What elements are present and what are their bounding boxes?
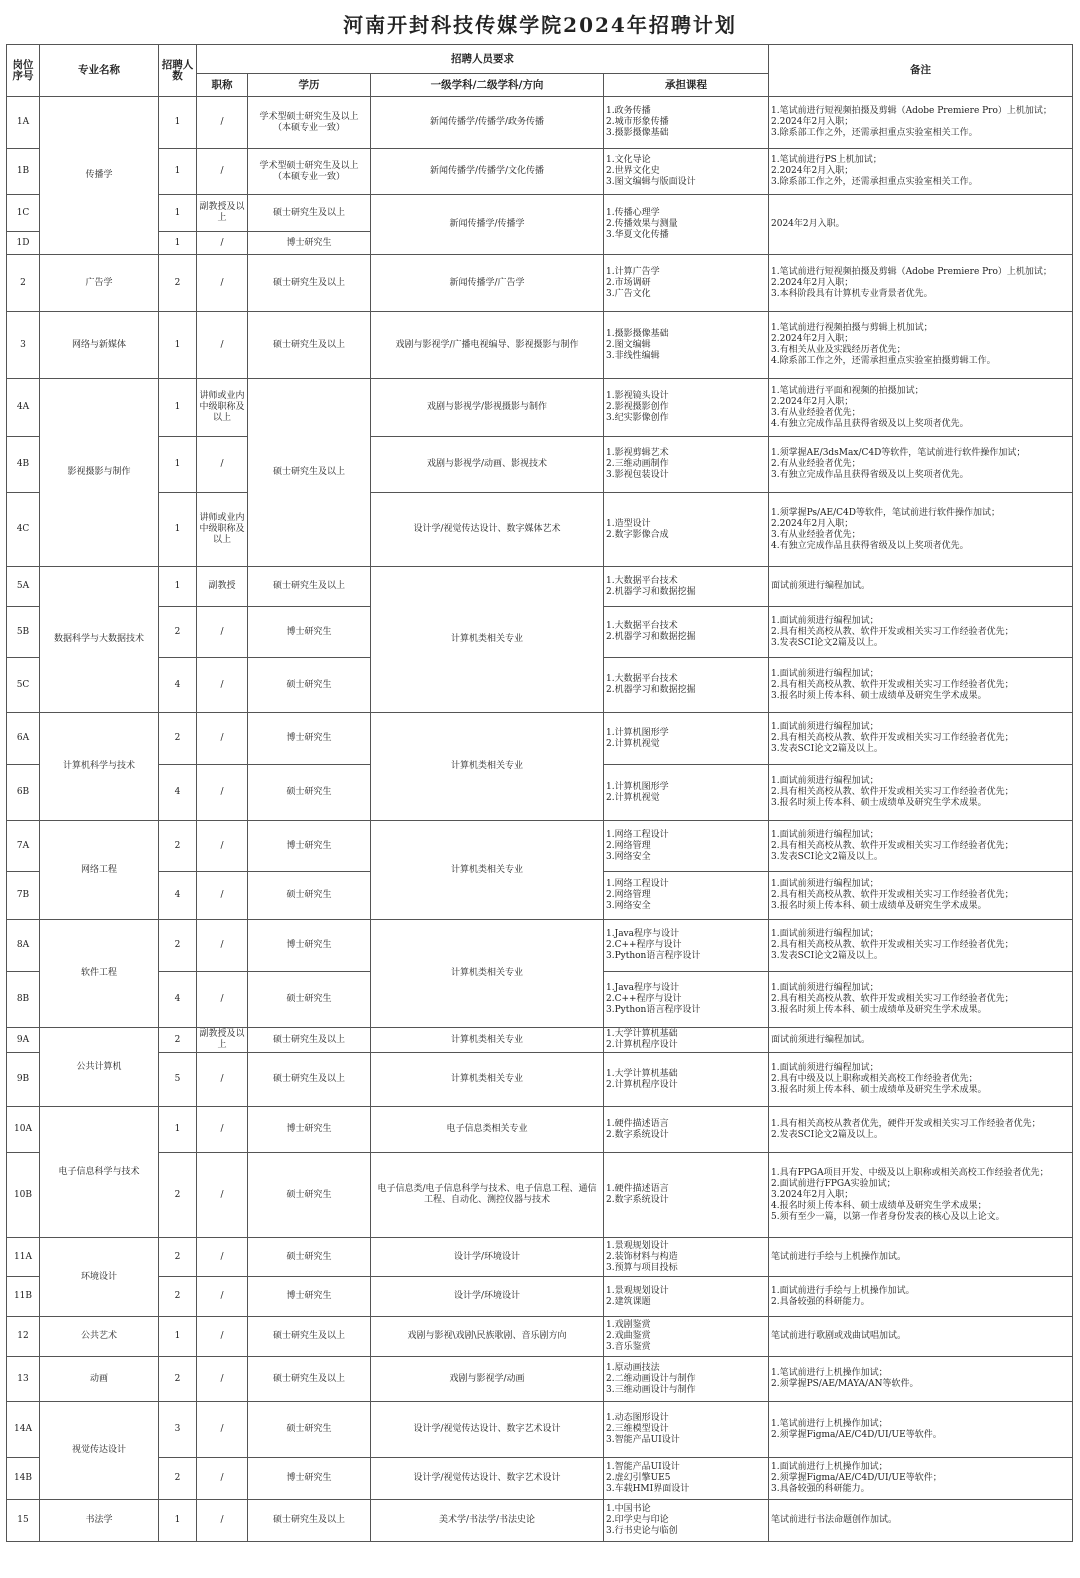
remarks-cell: 1.面试前进行手绘与上机操作加试。 2.具备较强的科研能力。 bbox=[769, 1277, 1073, 1317]
discipline-cell: 计算机类相关专业 bbox=[371, 1053, 604, 1107]
discipline-cell: 设计学/视觉传达设计、数字媒体艺术 bbox=[371, 493, 604, 567]
header-count: 招聘人数 bbox=[159, 45, 197, 97]
courses-cell: 1.大学计算机基础 2.计算机程序设计 bbox=[604, 1053, 769, 1107]
courses-cell: 1.大数据平台技术 2.机器学习和数据挖掘 bbox=[604, 607, 769, 658]
edu-cell: 硕士研究生 bbox=[248, 1238, 371, 1277]
post-no-cell: 11B bbox=[7, 1277, 40, 1317]
major-cell: 网络与新媒体 bbox=[40, 312, 159, 379]
rank-cell: / bbox=[197, 1402, 248, 1458]
discipline-cell: 戏剧与影视学/影视摄影与制作 bbox=[371, 379, 604, 437]
courses-cell: 1.网络工程设计 2.网络管理 3.网络安全 bbox=[604, 872, 769, 920]
rank-cell: / bbox=[197, 1238, 248, 1277]
major-cell: 影视摄影与制作 bbox=[40, 379, 159, 567]
remarks-cell: 1.笔试前进行短视频拍摄及剪辑（Adobe Premiere Pro）上机加试； 2.2024年2月入职； 3.本科阶段具有计算机专业背景者优先。 bbox=[769, 255, 1073, 312]
courses-cell: 1.影视剪辑艺术 2.三维动画制作 3.影视包装设计 bbox=[604, 437, 769, 493]
post-no-cell: 14B bbox=[7, 1458, 40, 1500]
discipline-cell: 计算机类相关专业 bbox=[371, 713, 604, 821]
count-cell: 1 bbox=[159, 567, 197, 607]
table-row bbox=[7, 255, 1073, 312]
rank-cell: / bbox=[197, 1107, 248, 1153]
major-cell: 书法学 bbox=[40, 1500, 159, 1542]
count-cell: 1 bbox=[159, 1317, 197, 1357]
table-row bbox=[7, 312, 1073, 379]
remarks-cell: 1.笔试前进行PS上机加试； 2.2024年2月入职； 3.除系部工作之外，还需承担重点实验室相关工作。 bbox=[769, 149, 1073, 195]
page-title: 河南开封科技传媒学院2024年招聘计划 bbox=[343, 13, 737, 37]
post-no-cell: 5B bbox=[7, 607, 40, 658]
discipline-cell: 电子信息类/电子信息科学与技术、电子信息工程、通信工程、自动化、测控仪器与技术 bbox=[371, 1153, 604, 1238]
rank-cell: / bbox=[197, 1357, 248, 1402]
courses-cell: 1.Java程序与设计 2.C++程序与设计 3.Python语言程序设计 bbox=[604, 920, 769, 972]
rank-cell: / bbox=[197, 821, 248, 872]
discipline-cell: 计算机类相关专业 bbox=[371, 920, 604, 1028]
rank-cell: / bbox=[197, 1153, 248, 1238]
edu-cell: 博士研究生 bbox=[248, 607, 371, 658]
remarks-cell: 1.面试前须进行编程加试； 2.具有相关高校从教、软件开发或相关实习工作经验者优先； 3.报名时须上传本科、硕士成绩单及研究生学术成果。 bbox=[769, 872, 1073, 920]
edu-cell: 硕士研究生及以上 bbox=[248, 379, 371, 567]
remarks-cell: 1.具有相关高校从教者优先，硬件开发或相关实习工作经验者优先； 2.发表SCI论文2篇及以上。 bbox=[769, 1107, 1073, 1153]
count-cell: 1 bbox=[159, 379, 197, 437]
major-cell: 动画 bbox=[40, 1357, 159, 1402]
post-no-cell: 9A bbox=[7, 1028, 40, 1053]
edu-cell: 硕士研究生及以上 bbox=[248, 312, 371, 379]
major-cell: 视觉传达设计 bbox=[40, 1402, 159, 1500]
post-no-cell: 8B bbox=[7, 972, 40, 1028]
edu-cell: 博士研究生 bbox=[248, 920, 371, 972]
remarks-cell: 1.面试前须进行编程加试； 2.具有中级及以上职称或相关高校工作经验者优先； 3.报名时须上传本科、硕士成绩单及研究生学术成果。 bbox=[769, 1053, 1073, 1107]
rank-cell: / bbox=[197, 437, 248, 493]
major-cell: 公共计算机 bbox=[40, 1028, 159, 1107]
post-no-cell: 5A bbox=[7, 567, 40, 607]
header-post-no: 岗位序号 bbox=[7, 45, 40, 97]
header-discipline: 一级学科/二级学科/方向 bbox=[371, 74, 604, 97]
table-row bbox=[7, 1357, 1073, 1402]
table-row bbox=[7, 1402, 1073, 1458]
table-row bbox=[7, 149, 1073, 195]
count-cell: 1 bbox=[159, 195, 197, 232]
major-cell: 公共艺术 bbox=[40, 1317, 159, 1357]
edu-cell: 硕士研究生 bbox=[248, 1402, 371, 1458]
table-row bbox=[7, 1458, 1073, 1500]
discipline-cell: 计算机类相关专业 bbox=[371, 1028, 604, 1053]
edu-cell: 学术型硕士研究生及以上 （本硕专业一致） bbox=[248, 97, 371, 149]
count-cell: 1 bbox=[159, 1107, 197, 1153]
rank-cell: / bbox=[197, 1317, 248, 1357]
courses-cell: 1.大数据平台技术 2.机器学习和数据挖掘 bbox=[604, 658, 769, 713]
table-row bbox=[7, 1238, 1073, 1277]
post-no-cell: 1D bbox=[7, 232, 40, 255]
table-row bbox=[7, 97, 1073, 149]
rank-cell: / bbox=[197, 872, 248, 920]
edu-cell: 硕士研究生及以上 bbox=[248, 1317, 371, 1357]
discipline-cell: 设计学/环境设计 bbox=[371, 1238, 604, 1277]
post-no-cell: 10A bbox=[7, 1107, 40, 1153]
rank-cell: / bbox=[197, 713, 248, 765]
remarks-cell: 2024年2月入职。 bbox=[769, 195, 1073, 255]
edu-cell: 博士研究生 bbox=[248, 1107, 371, 1153]
remarks-cell: 笔试前进行歌剧或戏曲试唱加试。 bbox=[769, 1317, 1073, 1357]
courses-cell: 1.网络工程设计 2.网络管理 3.网络安全 bbox=[604, 821, 769, 872]
rank-cell: 副教授及以上 bbox=[197, 195, 248, 232]
rank-cell: / bbox=[197, 972, 248, 1028]
rank-cell: / bbox=[197, 607, 248, 658]
count-cell: 4 bbox=[159, 765, 197, 821]
table-row bbox=[7, 379, 1073, 437]
remarks-cell: 1.面试前进行上机操作加试； 2.须掌握Figma/AE/C4D/UI/UE等软件； 3.具备较强的科研能力。 bbox=[769, 1458, 1073, 1500]
rank-cell: / bbox=[197, 765, 248, 821]
post-no-cell: 14A bbox=[7, 1402, 40, 1458]
rank-cell: / bbox=[197, 312, 248, 379]
edu-cell: 博士研究生 bbox=[248, 232, 371, 255]
rank-cell: / bbox=[197, 920, 248, 972]
count-cell: 2 bbox=[159, 821, 197, 872]
edu-cell: 学术型硕士研究生及以上 （本硕专业一致） bbox=[248, 149, 371, 195]
discipline-cell: 计算机类相关专业 bbox=[371, 821, 604, 920]
remarks-cell: 1.须掌握AE/3dsMax/C4D等软件，笔试前进行软件操作加试； 2.有从业经验者优先； 3.有独立完成作品且获得省级及以上奖项者优先。 bbox=[769, 437, 1073, 493]
post-no-cell: 6B bbox=[7, 765, 40, 821]
remarks-cell: 1.面试前须进行编程加试； 2.具有相关高校从教、软件开发或相关实习工作经验者优先； 3.发表SCI论文2篇及以上。 bbox=[769, 920, 1073, 972]
count-cell: 2 bbox=[159, 1458, 197, 1500]
major-cell: 计算机科学与技术 bbox=[40, 713, 159, 821]
table-row bbox=[7, 567, 1073, 607]
courses-cell: 1.戏剧鉴赏 2.戏曲鉴赏 3.音乐鉴赏 bbox=[604, 1317, 769, 1357]
discipline-cell: 戏剧与影视学/动画 bbox=[371, 1357, 604, 1402]
edu-cell: 硕士研究生及以上 bbox=[248, 255, 371, 312]
courses-cell: 1.景观规划设计 2.装饰材料与构造 3.预算与项目投标 bbox=[604, 1238, 769, 1277]
edu-cell: 硕士研究生 bbox=[248, 872, 371, 920]
remarks-cell: 笔试前进行手绘与上机操作加试。 bbox=[769, 1238, 1073, 1277]
table-row bbox=[7, 493, 1073, 567]
edu-cell: 硕士研究生及以上 bbox=[248, 1500, 371, 1542]
edu-cell: 硕士研究生 bbox=[248, 765, 371, 821]
edu-cell: 硕士研究生及以上 bbox=[248, 1357, 371, 1402]
edu-cell: 博士研究生 bbox=[248, 1458, 371, 1500]
remarks-cell: 1.笔试前进行上机操作加试； 2.须掌握Figma/AE/C4D/UI/UE等软件。 bbox=[769, 1402, 1073, 1458]
rank-cell: 讲师或业内中级职称及以上 bbox=[197, 379, 248, 437]
post-no-cell: 7A bbox=[7, 821, 40, 872]
post-no-cell: 8A bbox=[7, 920, 40, 972]
discipline-cell: 新闻传播学/传播学 bbox=[371, 195, 604, 255]
major-cell: 传播学 bbox=[40, 97, 159, 255]
remarks-cell: 1.笔试前进行短视频拍摄及剪辑（Adobe Premiere Pro）上机加试； 2.2024年2月入职； 3.除系部工作之外，还需承担重点实验室相关工作。 bbox=[769, 97, 1073, 149]
edu-cell: 博士研究生 bbox=[248, 1277, 371, 1317]
courses-cell: 1.政务传播 2.城市形象传播 3.摄影摄像基础 bbox=[604, 97, 769, 149]
discipline-cell: 新闻传播学/传播学/文化传播 bbox=[371, 149, 604, 195]
rank-cell: / bbox=[197, 97, 248, 149]
table-row bbox=[7, 437, 1073, 493]
count-cell: 4 bbox=[159, 658, 197, 713]
header-edu: 学历 bbox=[248, 74, 371, 97]
table-row bbox=[7, 1500, 1073, 1542]
count-cell: 1 bbox=[159, 1500, 197, 1542]
rank-cell: / bbox=[197, 1277, 248, 1317]
count-cell: 5 bbox=[159, 1053, 197, 1107]
rank-cell: / bbox=[197, 1458, 248, 1500]
discipline-cell: 设计学/视觉传达设计、数字艺术设计 bbox=[371, 1402, 604, 1458]
edu-cell: 硕士研究生及以上 bbox=[248, 1053, 371, 1107]
post-no-cell: 4C bbox=[7, 493, 40, 567]
remarks-cell: 1.面试前须进行编程加试； 2.具有相关高校从教、软件开发或相关实习工作经验者优先； 3.报名时须上传本科、硕士成绩单及研究生学术成果。 bbox=[769, 765, 1073, 821]
post-no-cell: 15 bbox=[7, 1500, 40, 1542]
remarks-cell: 1.面试前须进行编程加试； 2.具有相关高校从教、软件开发或相关实习工作经验者优先； 3.报名时须上传本科、硕士成绩单及研究生学术成果。 bbox=[769, 658, 1073, 713]
count-cell: 4 bbox=[159, 972, 197, 1028]
recruitment-table bbox=[6, 44, 1073, 1542]
courses-cell: 1.大学计算机基础 2.计算机程序设计 bbox=[604, 1028, 769, 1053]
post-no-cell: 1A bbox=[7, 97, 40, 149]
edu-cell: 博士研究生 bbox=[248, 821, 371, 872]
post-no-cell: 9B bbox=[7, 1053, 40, 1107]
courses-cell: 1.动态图形设计 2.三维模型设计 3.智能产品UI设计 bbox=[604, 1402, 769, 1458]
discipline-cell: 计算机类相关专业 bbox=[371, 567, 604, 713]
count-cell: 2 bbox=[159, 1277, 197, 1317]
courses-cell: 1.传播心理学 2.传播效果与测量 3.华夏文化传播 bbox=[604, 195, 769, 255]
post-no-cell: 1C bbox=[7, 195, 40, 232]
post-no-cell: 5C bbox=[7, 658, 40, 713]
post-no-cell: 6A bbox=[7, 713, 40, 765]
rank-cell: / bbox=[197, 1053, 248, 1107]
remarks-cell: 1.笔试前进行平面和视频的拍摄加试； 2.2024年2月入职； 3.有从业经验者优先； 4.有独立完成作品且获得省级及以上奖项者优先。 bbox=[769, 379, 1073, 437]
courses-cell: 1.影视镜头设计 2.影视摄影创作 3.纪实影像创作 bbox=[604, 379, 769, 437]
rank-cell: / bbox=[197, 149, 248, 195]
table-row bbox=[7, 1277, 1073, 1317]
count-cell: 2 bbox=[159, 1028, 197, 1053]
major-cell: 数据科学与大数据技术 bbox=[40, 567, 159, 713]
post-no-cell: 10B bbox=[7, 1153, 40, 1238]
post-no-cell: 12 bbox=[7, 1317, 40, 1357]
table-row bbox=[7, 1107, 1073, 1153]
major-cell: 网络工程 bbox=[40, 821, 159, 920]
rank-cell: 副教授 bbox=[197, 567, 248, 607]
count-cell: 1 bbox=[159, 149, 197, 195]
courses-cell: 1.景观规划设计 2.建筑课题 bbox=[604, 1277, 769, 1317]
major-cell: 广告学 bbox=[40, 255, 159, 312]
count-cell: 2 bbox=[159, 607, 197, 658]
table-row bbox=[7, 1317, 1073, 1357]
courses-cell: 1.计算机图形学 2.计算机视觉 bbox=[604, 765, 769, 821]
edu-cell: 硕士研究生 bbox=[248, 658, 371, 713]
discipline-cell: 设计学/视觉传达设计、数字艺术设计 bbox=[371, 1458, 604, 1500]
header-requirements: 招聘人员要求 bbox=[197, 45, 769, 74]
count-cell: 2 bbox=[159, 713, 197, 765]
rank-cell: 讲师或业内中级职称及以上 bbox=[197, 493, 248, 567]
edu-cell: 硕士研究生及以上 bbox=[248, 195, 371, 232]
edu-cell: 硕士研究生及以上 bbox=[248, 1028, 371, 1053]
count-cell: 1 bbox=[159, 312, 197, 379]
post-no-cell: 11A bbox=[7, 1238, 40, 1277]
post-no-cell: 3 bbox=[7, 312, 40, 379]
count-cell: 2 bbox=[159, 1357, 197, 1402]
remarks-cell: 面试前须进行编程加试。 bbox=[769, 1028, 1073, 1053]
table-row bbox=[7, 713, 1073, 765]
remarks-cell: 面试前须进行编程加试。 bbox=[769, 567, 1073, 607]
header-courses: 承担课程 bbox=[604, 74, 769, 97]
edu-cell: 硕士研究生及以上 bbox=[248, 567, 371, 607]
edu-cell: 硕士研究生 bbox=[248, 972, 371, 1028]
courses-cell: 1.原动画技法 2.二维动画设计与制作 3.三维动画设计与制作 bbox=[604, 1357, 769, 1402]
table-row bbox=[7, 1053, 1073, 1107]
courses-cell: 1.计算广告学 2.市场调研 3.广告文化 bbox=[604, 255, 769, 312]
header-major: 专业名称 bbox=[40, 45, 159, 97]
post-no-cell: 13 bbox=[7, 1357, 40, 1402]
rank-cell: / bbox=[197, 1500, 248, 1542]
post-no-cell: 4A bbox=[7, 379, 40, 437]
discipline-cell: 设计学/环境设计 bbox=[371, 1277, 604, 1317]
discipline-cell: 戏剧与影视学/动画、影视技术 bbox=[371, 437, 604, 493]
edu-cell: 博士研究生 bbox=[248, 713, 371, 765]
count-cell: 2 bbox=[159, 255, 197, 312]
courses-cell: 1.硬件描述语言 2.数字系统设计 bbox=[604, 1107, 769, 1153]
remarks-cell: 1.面试前须进行编程加试； 2.具有相关高校从教、软件开发或相关实习工作经验者优先； 3.发表SCI论文2篇及以上。 bbox=[769, 713, 1073, 765]
rank-cell: 副教授及以上 bbox=[197, 1028, 248, 1053]
count-cell: 1 bbox=[159, 493, 197, 567]
post-no-cell: 1B bbox=[7, 149, 40, 195]
courses-cell: 1.文化导论 2.世界文化史 3.图文编辑与版面设计 bbox=[604, 149, 769, 195]
post-no-cell: 7B bbox=[7, 872, 40, 920]
table-row bbox=[7, 1028, 1073, 1053]
remarks-cell: 1.须掌握Ps/AE/C4D等软件，笔试前进行软件操作加试； 2.2024年2月入职； 3.有从业经验者优先； 4.有独立完成作品且获得省级及以上奖项者优先。 bbox=[769, 493, 1073, 567]
discipline-cell: 电子信息类相关专业 bbox=[371, 1107, 604, 1153]
courses-cell: 1.硬件描述语言 2.数字系统设计 bbox=[604, 1153, 769, 1238]
remarks-cell: 1.笔试前进行上机操作加试； 2.须掌握PS/AE/MAYA/AN等软件。 bbox=[769, 1357, 1073, 1402]
remarks-cell: 笔试前进行书法命题创作加试。 bbox=[769, 1500, 1073, 1542]
courses-cell: 1.中国书论 2.印学史与印论 3.行书史论与临创 bbox=[604, 1500, 769, 1542]
header-rank: 职称 bbox=[197, 74, 248, 97]
rank-cell: / bbox=[197, 658, 248, 713]
count-cell: 2 bbox=[159, 1153, 197, 1238]
table-row bbox=[7, 1153, 1073, 1238]
table-row bbox=[7, 920, 1073, 972]
count-cell: 1 bbox=[159, 232, 197, 255]
remarks-cell: 1.面试前须进行编程加试； 2.具有相关高校从教、软件开发或相关实习工作经验者优先； 3.报名时须上传本科、硕士成绩单及研究生学术成果。 bbox=[769, 972, 1073, 1028]
courses-cell: 1.造型设计 2.数字影像合成 bbox=[604, 493, 769, 567]
rank-cell: / bbox=[197, 255, 248, 312]
post-no-cell: 4B bbox=[7, 437, 40, 493]
count-cell: 4 bbox=[159, 872, 197, 920]
table-row bbox=[7, 195, 1073, 232]
post-no-cell: 2 bbox=[7, 255, 40, 312]
header-remarks: 备注 bbox=[769, 45, 1073, 97]
edu-cell: 硕士研究生 bbox=[248, 1153, 371, 1238]
discipline-cell: 新闻传播学/广告学 bbox=[371, 255, 604, 312]
discipline-cell: 戏剧与影视学/广播电视编导、影视摄影与制作 bbox=[371, 312, 604, 379]
remarks-cell: 1.具有FPGA项目开发、中级及以上职称或相关高校工作经验者优先； 2.面试前进行FPGA实验加试； 3.2024年2月入职； 4.报名时须上传本科、硕士成绩单及研究生学术成果； 5.须有至少一篇，以第一作者身份发表的核心及以上论文。 bbox=[769, 1153, 1073, 1238]
remarks-cell: 1.笔试前进行视频拍摄与剪辑上机加试； 2.2024年2月入职； 3.有相关从业及实践经历者优先； 4.除系部工作之外，还需承担重点实验室拍摄剪辑工作。 bbox=[769, 312, 1073, 379]
table-row bbox=[7, 821, 1073, 872]
courses-cell: 1.计算机图形学 2.计算机视觉 bbox=[604, 713, 769, 765]
discipline-cell: 新闻传播学/传播学/政务传播 bbox=[371, 97, 604, 149]
discipline-cell: 戏剧与影视\戏剧\民族歌剧、音乐剧方向 bbox=[371, 1317, 604, 1357]
remarks-cell: 1.面试前须进行编程加试； 2.具有相关高校从教、软件开发或相关实习工作经验者优先； 3.发表SCI论文2篇及以上。 bbox=[769, 821, 1073, 872]
remarks-cell: 1.面试前须进行编程加试； 2.具有相关高校从教、软件开发或相关实习工作经验者优先； 3.发表SCI论文2篇及以上。 bbox=[769, 607, 1073, 658]
courses-cell: 1.Java程序与设计 2.C++程序与设计 3.Python语言程序设计 bbox=[604, 972, 769, 1028]
courses-cell: 1.智能产品UI设计 2.虚幻引擎UE5 3.车载HMI界面设计 bbox=[604, 1458, 769, 1500]
count-cell: 1 bbox=[159, 97, 197, 149]
major-cell: 环境设计 bbox=[40, 1238, 159, 1317]
count-cell: 2 bbox=[159, 920, 197, 972]
courses-cell: 1.摄影摄像基础 2.图文编辑 3.非线性编辑 bbox=[604, 312, 769, 379]
count-cell: 3 bbox=[159, 1402, 197, 1458]
major-cell: 软件工程 bbox=[40, 920, 159, 1028]
courses-cell: 1.大数据平台技术 2.机器学习和数据挖掘 bbox=[604, 567, 769, 607]
rank-cell: / bbox=[197, 232, 248, 255]
count-cell: 1 bbox=[159, 437, 197, 493]
count-cell: 2 bbox=[159, 1238, 197, 1277]
discipline-cell: 美术学/书法学/书法史论 bbox=[371, 1500, 604, 1542]
major-cell: 电子信息科学与技术 bbox=[40, 1107, 159, 1238]
